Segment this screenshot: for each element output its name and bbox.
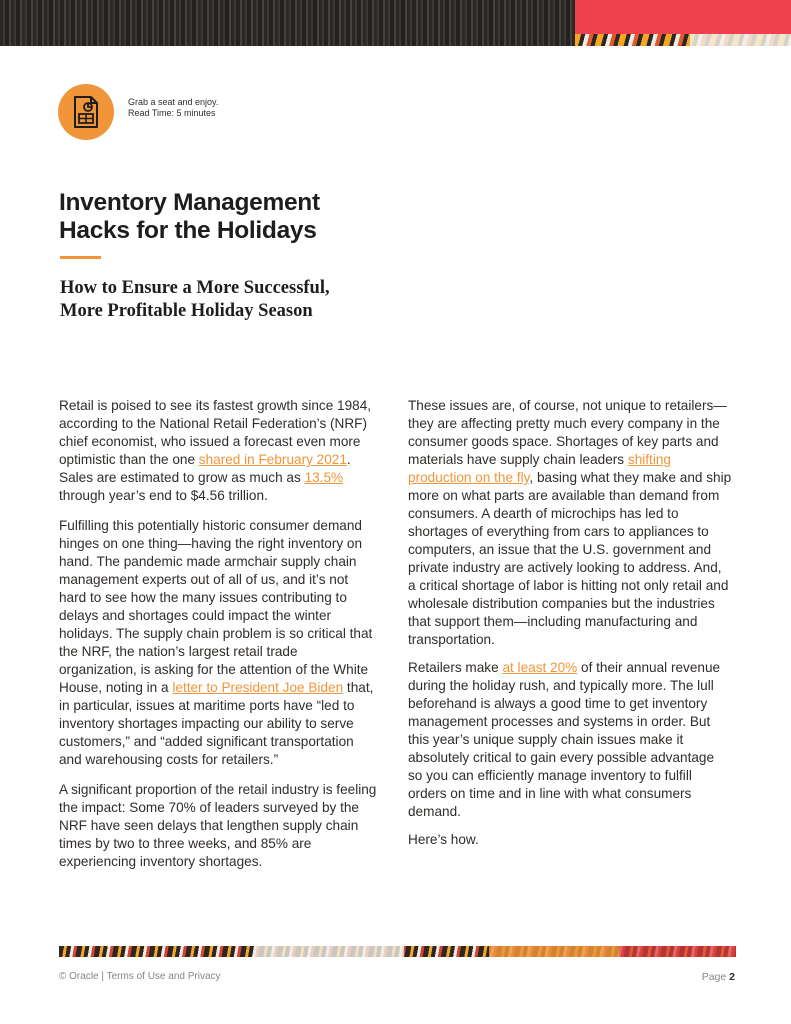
page-subtitle (60, 277, 390, 323)
document-chart-icon (58, 84, 114, 140)
left-p1-text-3: through year’s end to $4.56 trillion. (59, 488, 268, 503)
intro-text (128, 97, 218, 119)
bottom-band-light-segment (254, 946, 404, 957)
bottom-band-orange-segment (489, 946, 619, 957)
left-paragraph-1 (59, 397, 379, 505)
read-time: Read Time: 5 minutes (128, 108, 216, 118)
link-13-5-percent[interactable]: 13.5% (304, 470, 344, 485)
subtitle-line-1: How to Ensure a More Successful, (60, 278, 330, 298)
subtitle-line-2: More Profitable Holiday Season (60, 301, 313, 321)
right-p1-text-1: These issues are, of course, not unique to retailers—they are affecting pretty much every company in the consumer goods space. Shortages of key parts and materials have supply chain leaders (408, 398, 727, 467)
link-shared-in-february[interactable]: shared in February 2021 (198, 452, 347, 467)
link-shifting-production[interactable]: shifting production on the fly (408, 452, 671, 485)
footer-page-number (702, 971, 735, 983)
left-p1-text-1: Retail is poised to see its fastest growth since 1984, according to the National Retail Federation’s (NRF) chief economist, who issued a forecast even more optimistic than the one (59, 398, 372, 467)
top-band-light-stripe (690, 34, 791, 46)
footer-copyright: © Oracle | Terms of Use and Privacy (59, 971, 221, 982)
page-title (59, 189, 419, 245)
title-line-2: Hacks for the Holidays (59, 217, 317, 244)
left-paragraph-2 (59, 517, 379, 769)
right-paragraph-1 (408, 397, 732, 649)
left-p2-text-2: that, in particular, issues at maritime ports have “led to inventory shortages impacting our ability to serve customers,” and “added significant transportation and warehousing costs for retailers.” (59, 680, 374, 767)
left-column (59, 397, 379, 883)
bottom-decorative-band (59, 946, 736, 957)
right-column (408, 397, 732, 859)
left-paragraph-3: A significant proportion of the retail industry is feeling the impact: Some 70% of leaders surveyed by the NRF have seen delays that lengthen supply chain times by two to three weeks, and 85% are experiencing inventory shortages. (59, 782, 377, 869)
page-number: 2 (729, 971, 735, 983)
right-paragraph-3: Here’s how. (408, 832, 479, 847)
top-decorative-band (0, 0, 791, 46)
right-p1-text-2: , basing what they make and ship more on what parts are available than demand from consumers. A dearth of microchips has led to shortages of everything from cars to appliances to computers, an issue that the U.S. government and private industry are actively looking to address. And, a critical shortage of labor is hitting not only retail and wholesale distribution companies but the industries that support them—including manufacturing and transportation. (408, 470, 732, 647)
top-band-red-block (575, 0, 791, 34)
intro-line-1: Grab a seat and enjoy. (128, 97, 219, 107)
right-p2-text-2: of their annual revenue during the holiday rush, and typically more. The lull beforehand is always a good time to get inventory management processes and systems in order. But this year’s unique supply chain issues make it absolutely critical to gain every possible advantage so you can efficiently manage inventory to fulfill orders on time and in line with what consumers demand. (408, 660, 721, 819)
title-underline (60, 256, 101, 259)
link-at-least-20-percent[interactable]: at least 20% (502, 660, 578, 675)
left-p2-text-1: Fulfilling this potentially historic consumer demand hinges on one thing—having the right inventory on hand. The pandemic made armchair supply chain management experts out of all of us, and it’s not hard to see how the many issues contributing to delays and shortages could impact the winter holidays. The supply chain problem is so critical that the NRF, the nation’s largest retail trade organization, is asking for the attention of the White House, noting in a (59, 518, 373, 695)
page-label: Page (701, 971, 727, 983)
link-letter-to-president[interactable]: letter to President Joe Biden (172, 680, 344, 695)
right-paragraph-2 (408, 659, 732, 821)
right-p2-text-1: Retailers make (408, 660, 503, 675)
left-p1-text-2: . Sales are estimated to grow as much as (59, 452, 351, 485)
title-line-1: Inventory Management (59, 189, 320, 216)
bottom-band-red-segment (619, 946, 736, 957)
